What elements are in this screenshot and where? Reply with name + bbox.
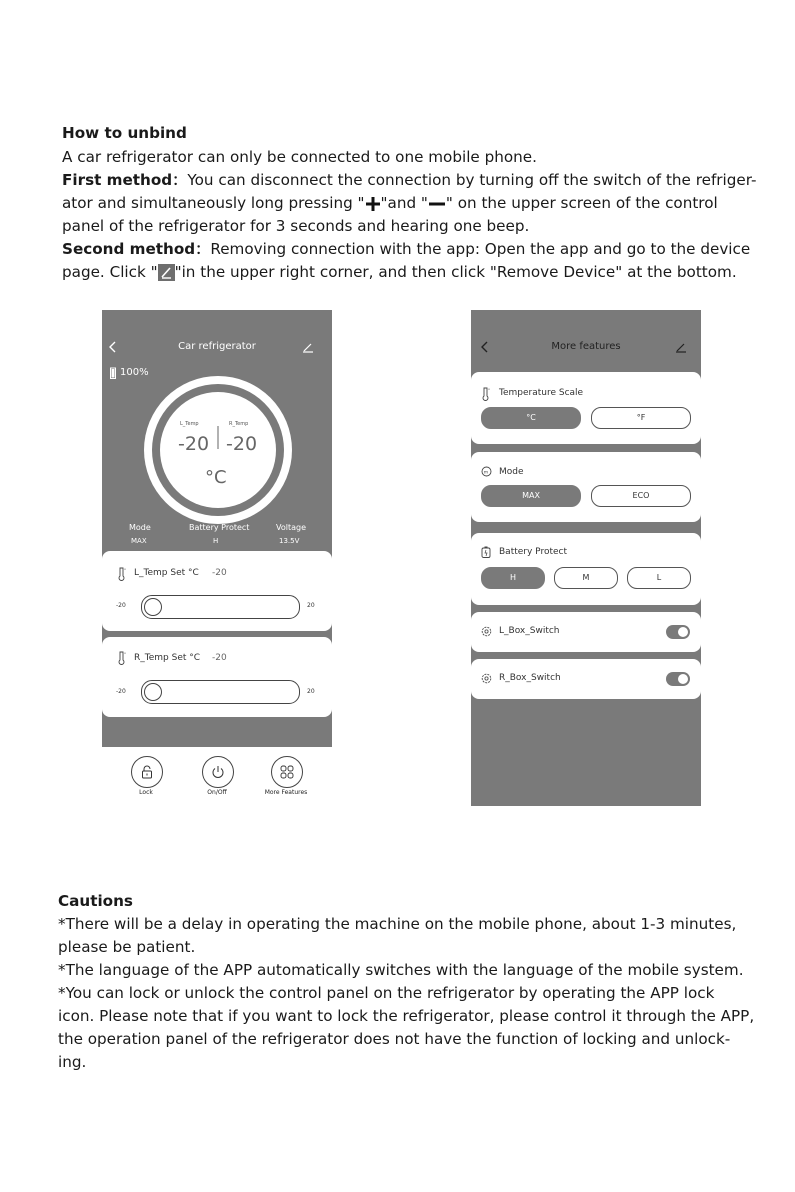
l-box-toggle[interactable] <box>666 625 690 639</box>
l-temp-label: L_Temp <box>180 421 199 427</box>
caution-line-4: *You can lock or unlock the control panel on the refrigerator by operating the APP lock <box>58 984 715 1002</box>
svg-text:°: ° <box>124 652 126 657</box>
lock-button[interactable] <box>131 756 163 788</box>
r-temp-slider[interactable] <box>141 680 300 704</box>
first-method-line-1 <box>62 169 762 192</box>
gear-icon <box>481 626 492 637</box>
screen-title: Car refrigerator <box>178 341 256 352</box>
l-box-switch-card <box>471 612 701 652</box>
edit-icon[interactable] <box>302 341 314 353</box>
caution-line-7: ing. <box>58 1053 87 1071</box>
edit-icon[interactable] <box>675 341 687 353</box>
battery-protect-card <box>471 533 701 605</box>
second-method-text-2b: "in the upper right corner, and then click "Remove Device" at the bottom. <box>174 263 737 281</box>
first-method-colon: ： <box>172 171 188 189</box>
stat-voltage-value: 13.5V <box>279 537 300 545</box>
unbind-line-1: A car refrigerator can only be connected to one mobile phone. <box>62 148 537 166</box>
plus-icon <box>365 196 381 212</box>
l-slider-min: -20 <box>116 602 126 609</box>
r-temp-label: R_Temp <box>229 421 249 427</box>
svg-text:m: m <box>483 470 489 476</box>
first-method-text-2a: ator and simultaneously long pressing " <box>62 194 365 212</box>
thermometer-icon <box>481 387 491 401</box>
lock-label: Lock <box>139 789 153 796</box>
mode-eco-option[interactable]: ECO <box>591 485 691 507</box>
l-box-switch-label: L_Box_Switch <box>499 626 560 636</box>
battery-protect-title: Battery Protect <box>499 547 567 557</box>
cautions-heading: Cautions <box>58 892 133 910</box>
caution-line-3: *The language of the APP automatically switches with the language of the mobile system. <box>58 961 744 979</box>
mode-max-option[interactable]: MAX <box>481 485 581 507</box>
l-slider-max: 20 <box>307 602 315 609</box>
r-temp-set-value: -20 <box>212 653 227 663</box>
power-icon <box>211 765 225 779</box>
thermometer-icon <box>117 567 127 581</box>
lock-icon <box>141 765 153 779</box>
l-temp-set-value: -20 <box>212 568 227 578</box>
grid-icon <box>280 765 294 779</box>
more-features-button[interactable] <box>271 756 303 788</box>
stat-battery-value: H <box>213 537 219 545</box>
r-box-switch-label: R_Box_Switch <box>499 673 561 683</box>
first-method-label: First method <box>62 171 173 189</box>
r-temp-value: -20 <box>226 433 258 455</box>
second-method-text-1: Removing connection with the app: Open the app and go to the device <box>210 240 751 258</box>
first-method-text-1: You can disconnect the connection by turning off the switch of the refriger- <box>187 171 757 189</box>
second-method-colon: ： <box>195 240 211 258</box>
temperature-ring <box>139 371 297 529</box>
r-temp-set-title: R_Temp Set °C <box>134 653 201 663</box>
mode-title: Mode <box>499 467 524 477</box>
mode-card <box>471 452 701 522</box>
first-method-text-2c: " on the upper screen of the control <box>445 194 718 212</box>
l-temp-set-card <box>102 551 332 631</box>
more-features-label: More Features <box>264 789 308 796</box>
first-method-line-2 <box>62 192 762 215</box>
r-slider-max: 20 <box>307 688 315 695</box>
first-method-text-2b: "and " <box>380 194 428 212</box>
battery-m-option[interactable]: M <box>554 567 618 589</box>
more-features-screen <box>471 310 701 806</box>
l-temp-value: -20 <box>178 433 210 455</box>
battery-h-option[interactable]: H <box>481 567 545 589</box>
l-temp-slider[interactable] <box>141 595 300 619</box>
second-method-text-2a: page. Click " <box>62 263 158 281</box>
second-method-line-2 <box>62 261 762 284</box>
caution-line-2: please be patient. <box>58 938 196 956</box>
l-temp-set-title: L_Temp Set °C <box>134 568 199 578</box>
stat-mode-label: Mode <box>129 523 151 532</box>
temp-unit: °C <box>205 467 227 488</box>
onoff-label: On/Off <box>207 789 227 796</box>
celsius-option[interactable]: °C <box>481 407 581 429</box>
r-box-switch-card <box>471 659 701 699</box>
temperature-scale-title: Temperature Scale <box>499 388 584 398</box>
svg-text:°: ° <box>124 568 126 573</box>
svg-text:°: ° <box>488 388 490 393</box>
caution-line-5: icon. Please note that if you want to lock the refrigerator, please control it through the APP, <box>58 1007 755 1025</box>
mode-icon <box>481 466 492 477</box>
caution-line-1: *There will be a delay in operating the machine on the mobile phone, about 1-3 minutes, <box>58 915 737 933</box>
stat-mode-value: MAX <box>131 537 147 545</box>
l-slider-knob[interactable] <box>144 598 162 616</box>
thermometer-icon <box>117 651 127 665</box>
car-refrigerator-screen <box>102 310 332 747</box>
battery-icon <box>110 367 116 379</box>
second-method-label: Second method <box>62 240 196 258</box>
minus-icon <box>428 196 446 212</box>
first-method-line-3: panel of the refrigerator for 3 seconds and hearing one beep. <box>62 217 530 235</box>
fahrenheit-option[interactable]: °F <box>591 407 691 429</box>
caution-line-6: the operation panel of the refrigerator does not have the function of locking and unlock- <box>58 1030 731 1048</box>
edit-icon <box>158 264 175 281</box>
r-box-toggle[interactable] <box>666 672 690 686</box>
battery-l-option[interactable]: L <box>627 567 691 589</box>
r-slider-min: -20 <box>116 688 126 695</box>
stat-voltage-label: Voltage <box>276 523 307 532</box>
temperature-scale-card <box>471 372 701 444</box>
stat-battery-label: Battery Protect <box>189 523 250 532</box>
screen-title: More features <box>551 341 621 352</box>
second-method-line-1 <box>62 238 762 261</box>
battery-protect-icon <box>481 546 491 558</box>
r-temp-set-card <box>102 637 332 717</box>
gear-icon <box>481 673 492 684</box>
onoff-button[interactable] <box>202 756 234 788</box>
r-slider-knob[interactable] <box>144 683 162 701</box>
battery-level: 100% <box>120 367 149 378</box>
unbind-heading: How to unbind <box>62 124 187 142</box>
